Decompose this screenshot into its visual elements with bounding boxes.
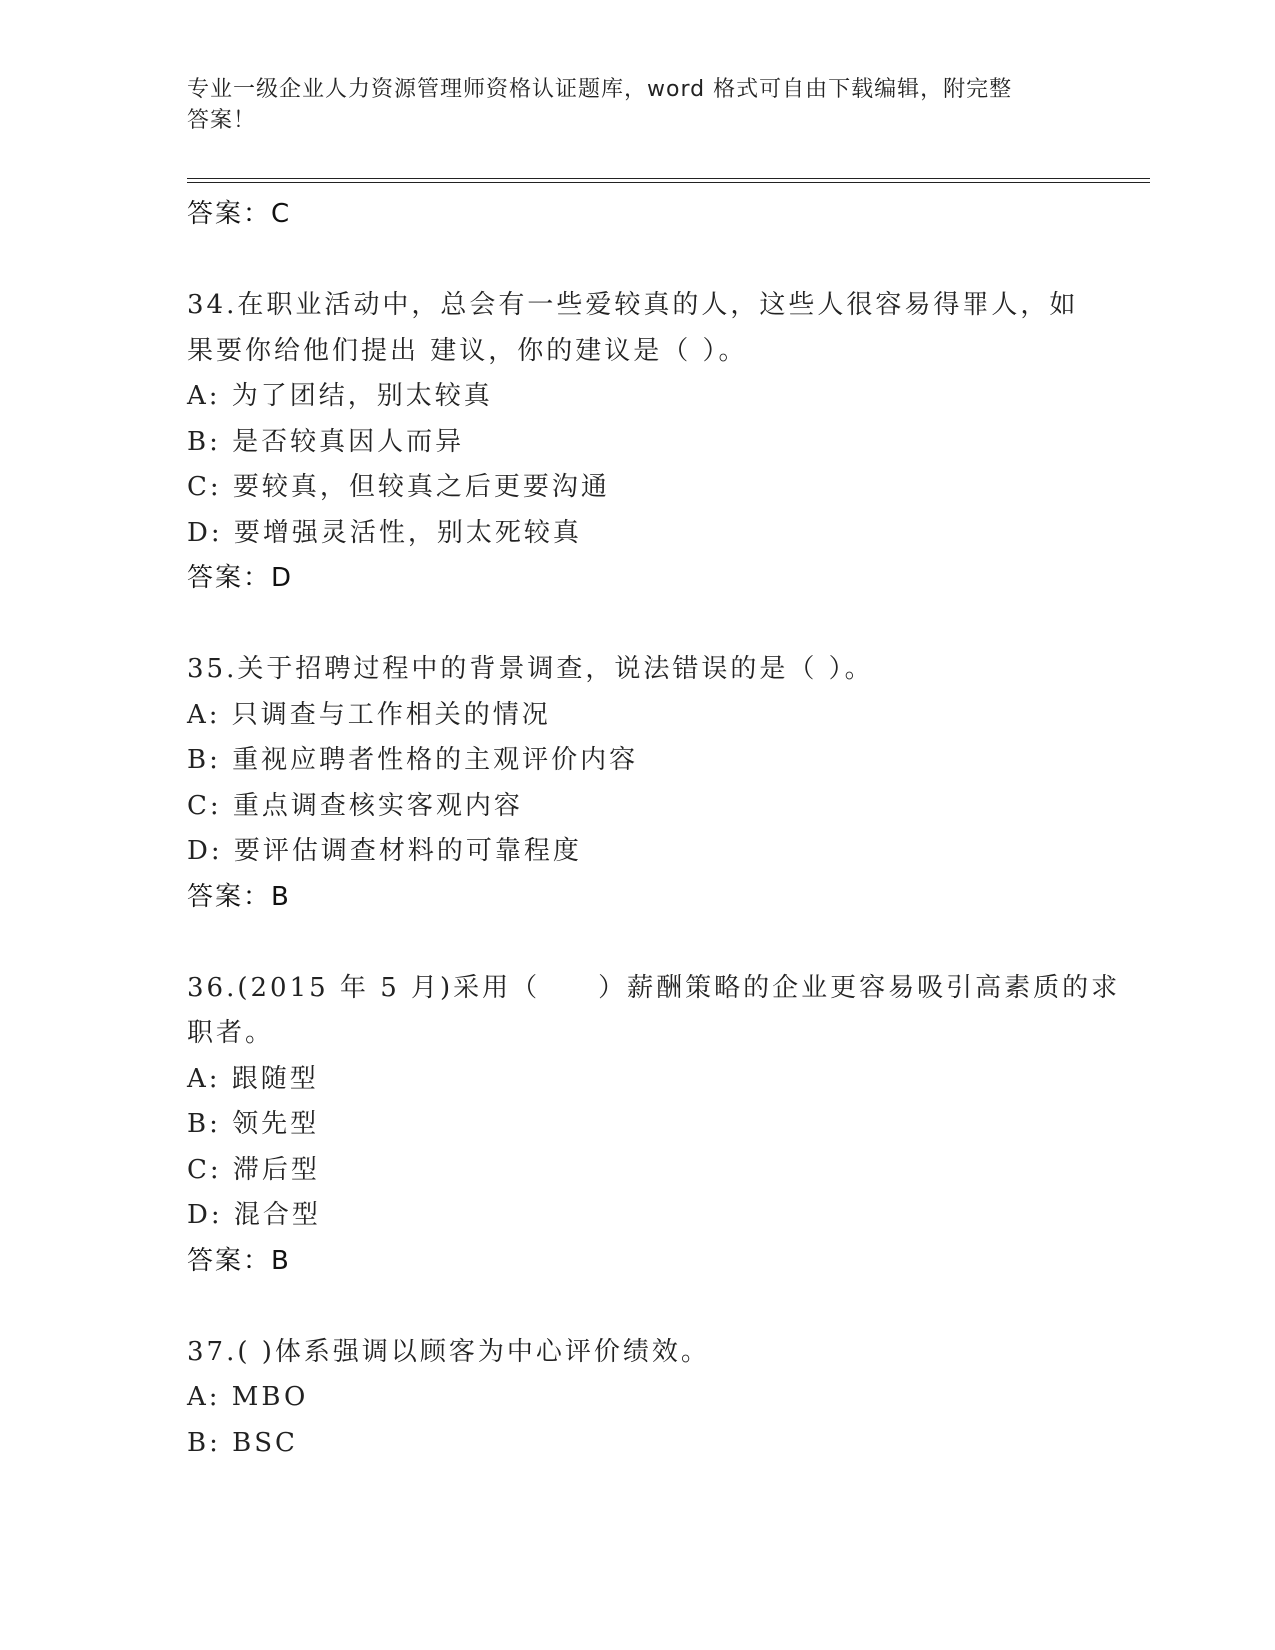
question-34-option-d: D: 要增强灵活性，别太死较真 <box>187 517 582 548</box>
answer-33: 答案：C <box>187 199 292 229</box>
question-35-option-c: C: 重点调查核实客观内容 <box>187 790 523 821</box>
question-36-option-c: C: 滞后型 <box>187 1154 320 1185</box>
question-36-option-d: D: 混合型 <box>187 1200 321 1230</box>
question-36-text-line-1: 36.(2015 年 5 月)采用（ ）薪酬策略的企业更容易吸引高素质的求 <box>187 972 1121 1003</box>
question-37-option-b: B: BSC <box>187 1427 298 1458</box>
question-35 <box>187 647 1087 920</box>
answer-35: 答案：B <box>187 881 291 912</box>
header-note-line-2: 答案！ <box>187 108 257 133</box>
spacer <box>187 920 1087 966</box>
question-34-text-line-2: 果要你给他们提出 建议，你的建议是（ ）。 <box>187 335 748 366</box>
spacer <box>187 602 1087 648</box>
question-35-option-a: A: 只调查与工作相关的情况 <box>187 699 551 730</box>
question-36-option-a: A: 跟随型 <box>187 1063 319 1094</box>
question-36-text-line-2: 职者。 <box>187 1018 275 1048</box>
answer-34: 答案：D <box>187 563 294 593</box>
question-37 <box>187 1330 1087 1467</box>
header-note <box>187 74 1067 136</box>
question-list <box>187 192 1121 1466</box>
spacer <box>187 1284 1087 1330</box>
header-divider-top <box>187 178 1150 179</box>
question-34 <box>187 283 1087 602</box>
question-37-text-line-1: 37.( )体系强调以顾客为中心评价绩效。 <box>187 1336 710 1367</box>
question-35-option-d: D: 要评估调查材料的可靠程度 <box>187 836 582 866</box>
question-35-text-line-1: 35.关于招聘过程中的背景调查，说法错误的是（ ）。 <box>187 654 874 684</box>
spacer <box>187 238 1087 284</box>
question-34-text-line-1: 34.在职业活动中，总会有一些爱较真的人，这些人很容易得罪人，如 <box>187 290 1079 320</box>
question-36-option-b: B: 领先型 <box>187 1109 320 1139</box>
question-34-option-c: C: 要较真，但较真之后更要沟通 <box>187 472 610 502</box>
question-35-option-b: B: 重视应聘者性格的主观评价内容 <box>187 745 639 775</box>
answer-36: 答案：B <box>187 1245 291 1276</box>
header-divider-bottom <box>187 182 1150 183</box>
question-34-option-a: A: 为了团结，别太较真 <box>187 381 493 411</box>
question-37-option-a: A: MBO <box>187 1382 309 1412</box>
question-36 <box>187 966 1121 1285</box>
header-note-line-1: 专业一级企业人力资源管理师资格认证题库，word 格式可自由下载编辑，附完整 <box>187 77 1013 102</box>
question-34-option-b: B: 是否较真因人而异 <box>187 426 465 457</box>
